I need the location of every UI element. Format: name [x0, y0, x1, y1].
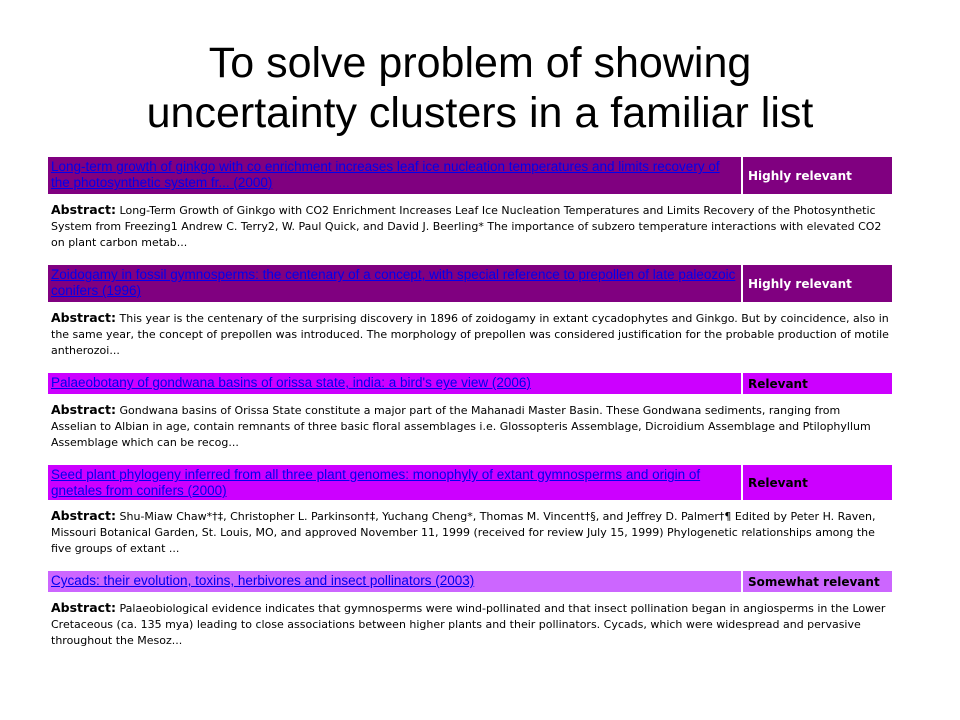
abstract-label: Abstract: [51, 508, 117, 523]
result-title-link[interactable]: Long-term growth of ginkgo with co enrichment increases leaf ice nucleation temperatures and limits recovery of the photosynthetic system fr... (2000) [51, 159, 720, 190]
slide-title-line-1: To solve problem of showing [208, 39, 752, 87]
result-abstract [48, 194, 892, 251]
result-header [48, 465, 892, 500]
result-item [48, 571, 892, 649]
result-item [48, 157, 892, 251]
result-title-link[interactable]: Seed plant phylogeny inferred from all three plant genomes: monophyly of extant gymnosperms and origin of gnetales from conifers (2000) [51, 467, 701, 498]
result-abstract [48, 394, 892, 451]
result-title-link[interactable]: Zoidogamy in fossil gymnosperms: the centenary of a concept, with special reference to prepollen of late paleozoic conifers (1996) [51, 267, 736, 298]
result-title-cell [48, 465, 741, 500]
abstract-text: Gondwana basins of Orissa State constitute a major part of the Mahanadi Master Basin. These Gondwana sediments, ranging from Asselian to Albian in age, contain remnants of three basic floral assemblages i.e. Glossopteris Assemblage, Dicroidium Assemblage and Ptilophyllum Assemblage which can be recog... [51, 404, 871, 449]
abstract-label: Abstract: [51, 310, 117, 325]
result-title-cell [48, 571, 741, 592]
result-title-link[interactable]: Palaeobotany of gondwana basins of orissa state, india: a bird's eye view (2006) [51, 375, 531, 390]
results-list [48, 157, 892, 649]
abstract-text: This year is the centenary of the surprising discovery in 1896 of zoidogamy in extant cycadophytes and Ginkgo. But by coincidence, also in the same year, the concept of prepollen was introduced. The morphology of prepollen was considered justification for the probable production of motile antherozoi... [51, 312, 889, 357]
relevance-badge: Relevant [743, 465, 892, 500]
relevance-badge: Highly relevant [743, 265, 892, 302]
slide-title [0, 38, 960, 138]
abstract-text: Palaeobiological evidence indicates that gymnosperms were wind-pollinated and that insect pollination began in angiosperms in the Lower Cretaceous (ca. 135 mya) leading to close associations between higher plants and their pollinators. Cycads, which were widespread and pervasive throughout the Mesoz... [51, 602, 886, 647]
result-abstract [48, 592, 892, 649]
abstract-text: Long-Term Growth of Ginkgo with CO2 Enrichment Increases Leaf Ice Nucleation Temperatures and Limits Recovery of the Photosynthetic System from Freezing1 Andrew C. Terry2, W. Paul Quick, and David J. Beerling* The importance of subzero temperature interactions with elevated CO2 on plant carbon metab... [51, 204, 882, 249]
abstract-label: Abstract: [51, 202, 117, 217]
result-title-cell [48, 373, 741, 394]
relevance-badge: Relevant [743, 373, 892, 394]
relevance-badge: Somewhat relevant [743, 571, 892, 592]
abstract-text: Shu-Miaw Chaw*†‡, Christopher L. Parkinson†‡, Yuchang Cheng*, Thomas M. Vincent†§, and Jeffrey D. Palmer†¶ Edited by Peter H. Raven, Missouri Botanical Garden, St. Louis, MO, and approved November 11, 1999 (received for review July 15, 1999) Phylogenetic relationships among the five groups of extant ... [51, 510, 876, 555]
relevance-badge: Highly relevant [743, 157, 892, 194]
result-title-cell [48, 265, 741, 302]
result-item [48, 373, 892, 451]
result-header [48, 571, 892, 592]
result-title-link[interactable]: Cycads: their evolution, toxins, herbivores and insect pollinators (2003) [51, 573, 475, 588]
result-abstract [48, 500, 892, 557]
result-abstract [48, 302, 892, 359]
result-header [48, 157, 892, 194]
result-item [48, 265, 892, 359]
abstract-label: Abstract: [51, 402, 117, 417]
slide-title-line-2: uncertainty clusters in a familiar list [146, 89, 814, 137]
result-header [48, 265, 892, 302]
abstract-label: Abstract: [51, 600, 117, 615]
result-item [48, 465, 892, 557]
result-title-cell [48, 157, 741, 194]
result-header [48, 373, 892, 394]
